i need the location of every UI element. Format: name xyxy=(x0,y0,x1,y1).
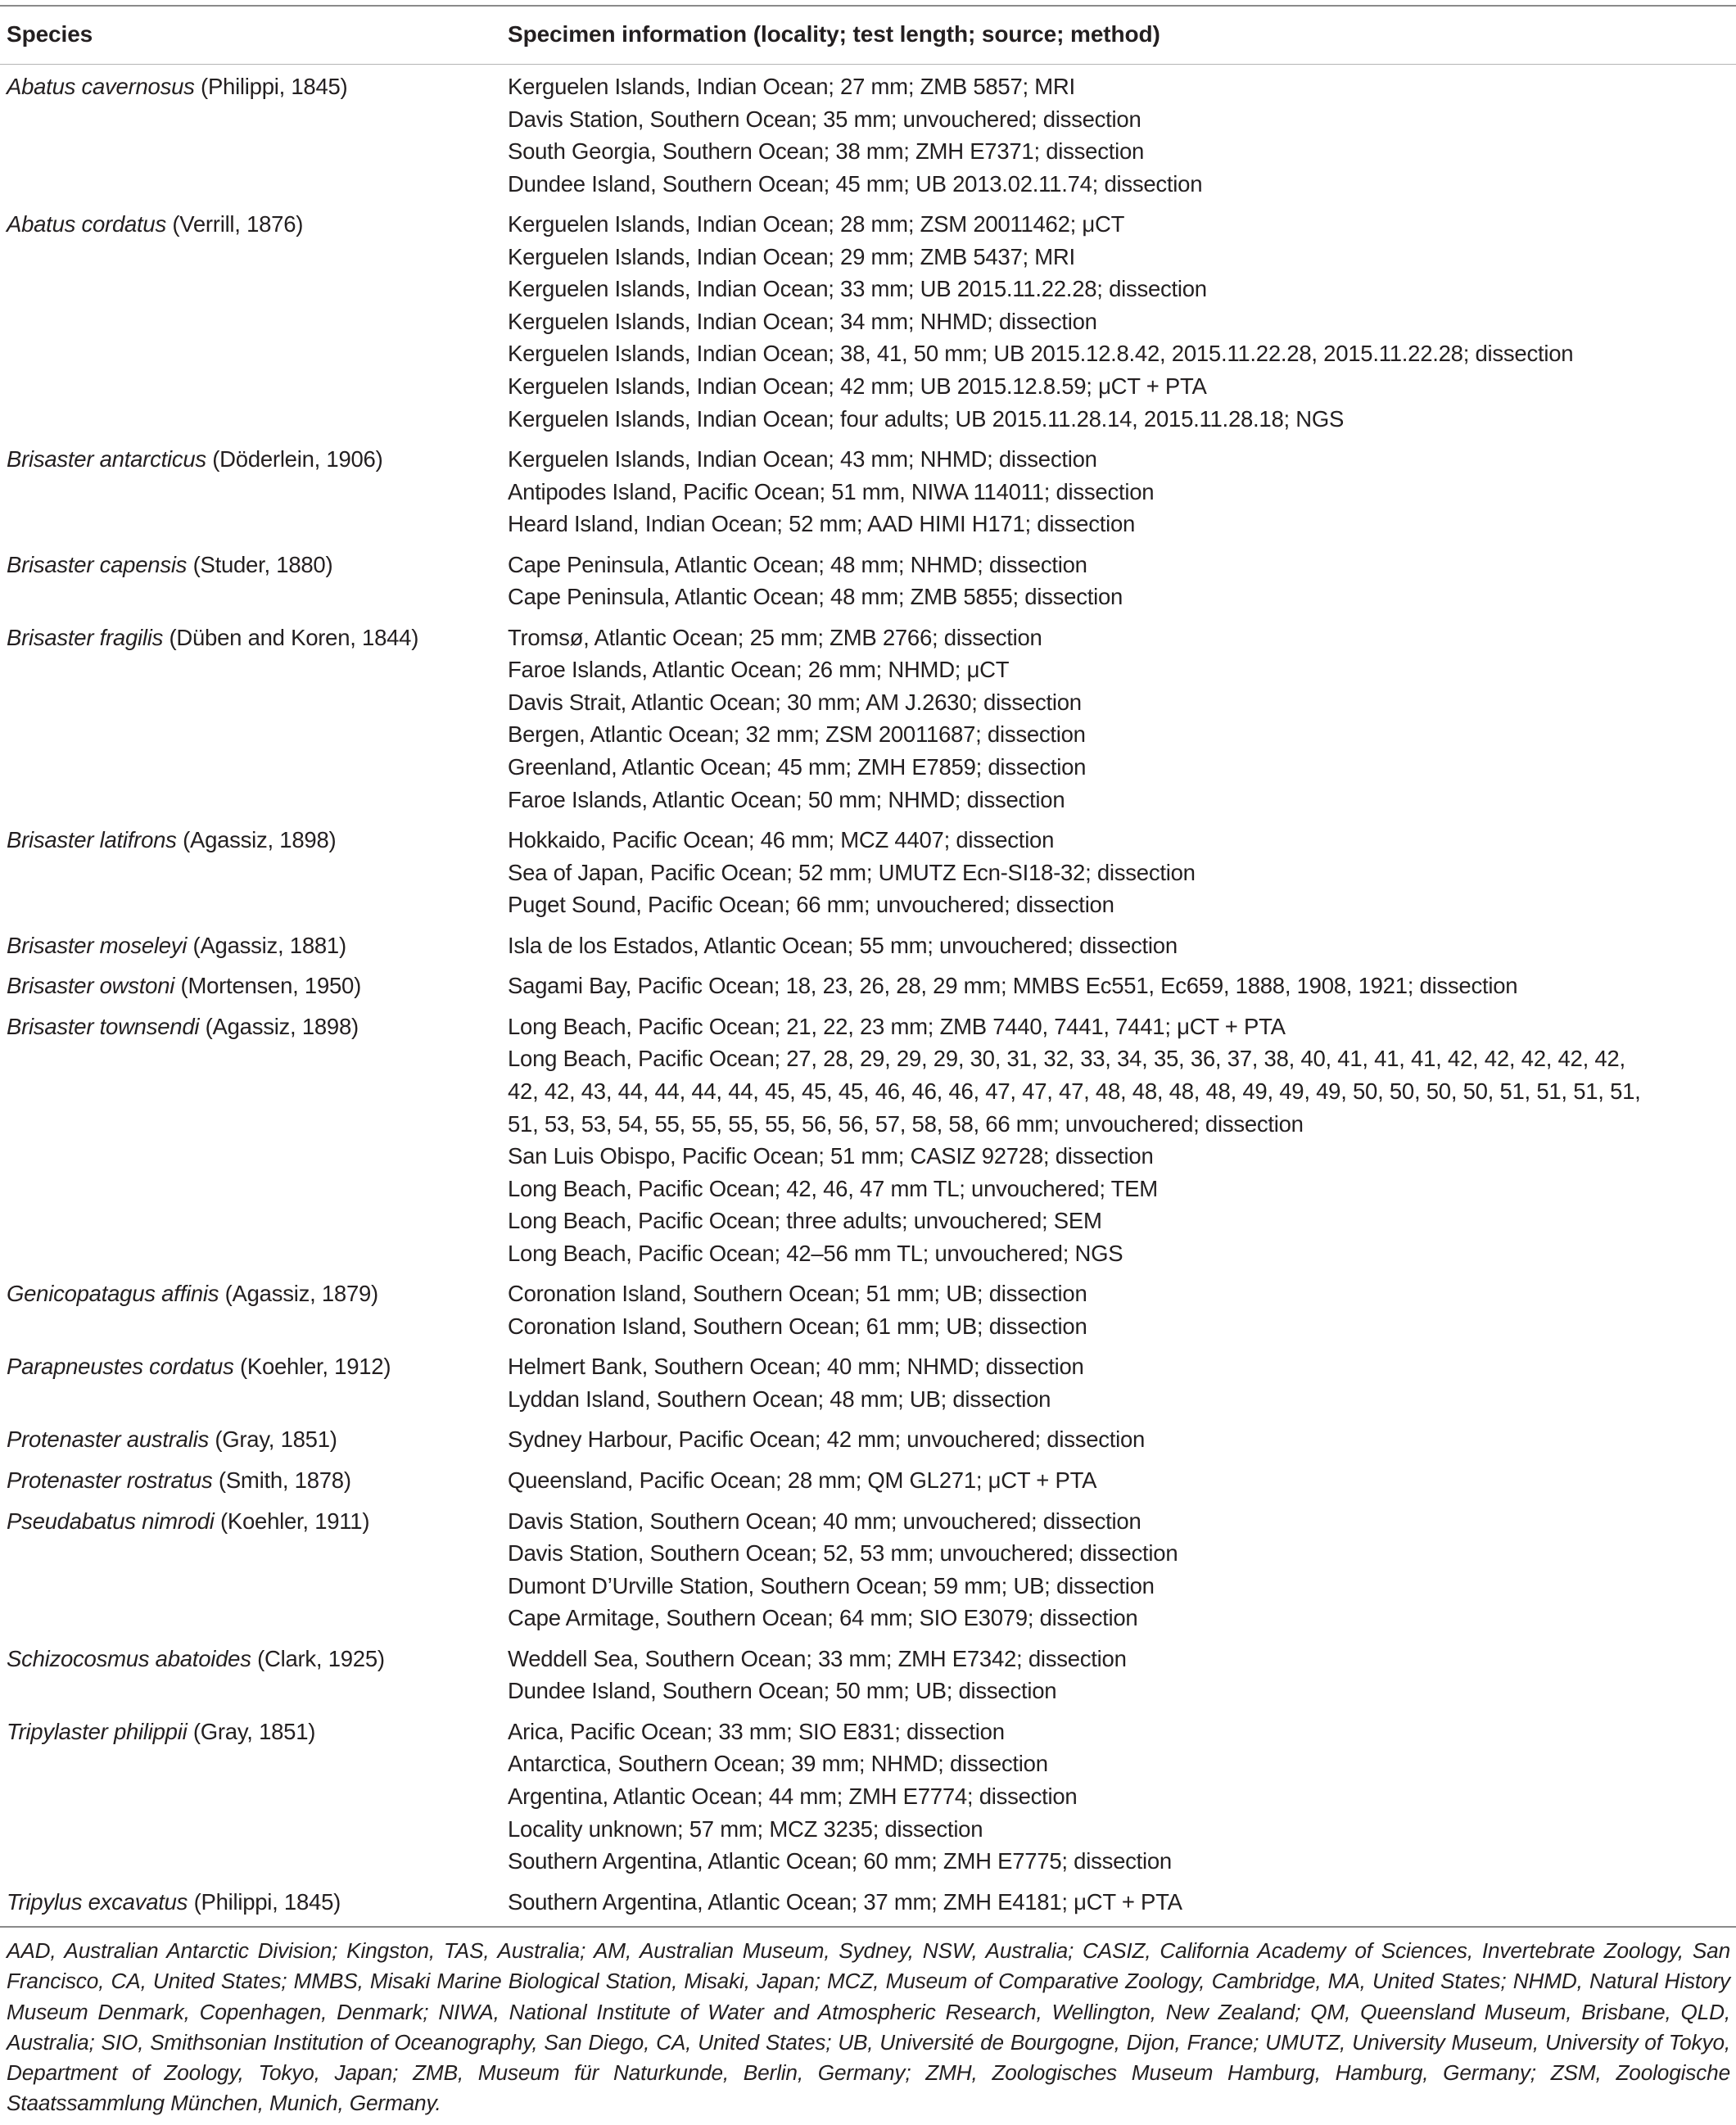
species-authority: (Düben and Koren, 1844) xyxy=(169,624,419,650)
specimen-line: Dundee Island, Southern Ocean; 45 mm; UB 2013.02.11.74; dissection xyxy=(508,170,1203,197)
specimen-line: Tromsø, Atlantic Ocean; 25 mm; ZMB 2766; dissection xyxy=(508,624,1042,650)
specimen-line: Coronation Island, Southern Ocean; 51 mm; UB; dissection xyxy=(508,1281,1087,1307)
specimen-line: Antipodes Island, Pacific Ocean; 51 mm, NIWA 114011; dissection xyxy=(508,478,1155,504)
header-species: Species xyxy=(7,21,93,47)
specimen-line: Argentina, Atlantic Ocean; 44 mm; ZMH E7774; dissection xyxy=(508,1783,1078,1809)
species-authority: (Mortensen, 1950) xyxy=(180,973,361,999)
specimen-line: Kerguelen Islands, Indian Ocean; 42 mm; UB 2015.12.8.59; μCT + PTA xyxy=(508,373,1207,399)
species-authority: (Smith, 1878) xyxy=(218,1467,351,1493)
specimen-line: Kerguelen Islands, Indian Ocean; 29 mm; ZMB 5437; MRI xyxy=(508,243,1075,269)
specimen-line: Long Beach, Pacific Ocean; 42–56 mm TL; unvouchered; NGS xyxy=(508,1240,1123,1266)
specimen-line: Coronation Island, Southern Ocean; 61 mm; UB; dissection xyxy=(508,1313,1087,1339)
species-name: Brisaster moseleyi xyxy=(7,932,188,958)
species-cell xyxy=(7,443,383,476)
species-cell xyxy=(7,1423,337,1456)
species-authority: (Koehler, 1911) xyxy=(220,1508,370,1534)
species-authority: (Philippi, 1845) xyxy=(193,1888,341,1915)
specimen-line: Davis Strait, Atlantic Ocean; 30 mm; AM J.2630; dissection xyxy=(508,689,1082,715)
species-name: Genicopatagus affinis xyxy=(7,1281,219,1307)
species-authority: (Verrill, 1876) xyxy=(172,211,304,237)
species-cell xyxy=(7,70,347,103)
table-top-rule xyxy=(0,5,1736,7)
header-rule xyxy=(0,64,1736,65)
specimen-line: Kerguelen Islands, Indian Ocean; 34 mm; NHMD; dissection xyxy=(508,308,1097,334)
specimen-line: Weddell Sea, Southern Ocean; 33 mm; ZMH E7342; dissection xyxy=(508,1645,1127,1671)
specimen-line: Cape Peninsula, Atlantic Ocean; 48 mm; ZMB 5855; dissection xyxy=(508,584,1123,610)
species-authority: (Agassiz, 1879) xyxy=(224,1281,378,1307)
specimen-line: South Georgia, Southern Ocean; 38 mm; ZMH E7371; dissection xyxy=(508,138,1145,165)
species-name: Parapneustes cordatus xyxy=(7,1354,234,1380)
species-cell xyxy=(7,1643,385,1675)
species-name: Protenaster australis xyxy=(7,1426,209,1453)
species-name: Brisaster fragilis xyxy=(7,624,164,650)
specimen-line: Dumont D’Urville Station, Southern Ocean; 59 mm; UB; dissection xyxy=(508,1572,1155,1598)
species-cell xyxy=(7,929,346,962)
specimen-line: Long Beach, Pacific Ocean; 21, 22, 23 mm; ZMB 7440, 7441, 7441; μCT + PTA xyxy=(508,1013,1286,1039)
specimen-line: 42, 42, 43, 44, 44, 44, 44, 45, 45, 45, 46, 46, 46, 47, 47, 47, 48, 48, 48, 48, 49, 49, 49, 50, 50, 50, 50, 51, 51, 51, 51, xyxy=(508,1078,1641,1104)
species-name: Brisaster capensis xyxy=(7,551,188,577)
species-authority: (Gray, 1851) xyxy=(192,1718,316,1744)
species-cell xyxy=(7,970,361,1002)
specimen-line: Faroe Islands, Atlantic Ocean; 26 mm; NHMD; μCT xyxy=(508,657,1010,683)
specimen-line: Heard Island, Indian Ocean; 52 mm; AAD HIMI H171; dissection xyxy=(508,511,1136,537)
species-cell xyxy=(7,208,303,241)
species-cell xyxy=(7,1011,359,1043)
specimen-line: Greenland, Atlantic Ocean; 45 mm; ZMH E7859; dissection xyxy=(508,754,1087,780)
species-name: Abatus cordatus xyxy=(7,211,166,237)
species-authority: (Agassiz, 1898) xyxy=(205,1013,359,1039)
specimen-line: Sagami Bay, Pacific Ocean; 18, 23, 26, 28, 29 mm; MMBS Ec551, Ec659, 1888, 1908, 1921; dissection xyxy=(508,973,1518,999)
specimen-line: Cape Armitage, Southern Ocean; 64 mm; SIO E3079; dissection xyxy=(508,1605,1138,1631)
species-cell xyxy=(7,622,418,654)
species-cell xyxy=(7,1350,391,1383)
species-authority: (Döderlein, 1906) xyxy=(212,446,383,472)
species-cell xyxy=(7,1464,351,1497)
species-name: Brisaster latifrons xyxy=(7,827,177,853)
table-footnote: AAD, Australian Antarctic Division; Kingston, TAS, Australia; AM, Australian Museum, Sydney, NSW, Australia; CASIZ, California Academy of Sciences, Invertebrate Zoology, San Francisco, CA, United States; MMBS, Misaki Marine Biological Station, Misaki, Japan; MCZ, Museum of Comparative Zoology, Cambridge, MA, United States; NHMD, Natural History Museum Denmark, Copenhagen, Denmark; NIWA, National Institute of Water and Atmospheric Research, Wellington, New Zealand; QM, Queensland Museum, Brisbane, QLD, Australia; SIO, Smithsonian Institution of Oceanography, San Diego, CA, United States; UB, Université de Bourgogne, Dijon, France; UMUTZ, University Museum, University of Tokyo, Department of Zoology, Tokyo, Japan; ZMB, Museum für Naturkunde, Berlin, Germany; ZMH, Zoologisches Museum Hamburg, Hamburg, Germany; ZSM, Zoologische Staatssammlung München, Munich, Germany. xyxy=(7,1938,1730,2116)
species-cell xyxy=(7,1886,341,1919)
species-cell xyxy=(7,1716,315,1748)
specimen-line: Cape Peninsula, Atlantic Ocean; 48 mm; NHMD; dissection xyxy=(508,551,1087,577)
specimen-line: Isla de los Estados, Atlantic Ocean; 55 mm; unvouchered; dissection xyxy=(508,932,1178,958)
species-authority: (Clark, 1925) xyxy=(257,1645,385,1671)
specimen-line: Arica, Pacific Ocean; 33 mm; SIO E831; dissection xyxy=(508,1718,1005,1744)
specimen-line: Long Beach, Pacific Ocean; three adults; unvouchered; SEM xyxy=(508,1208,1102,1234)
species-cell xyxy=(7,1505,369,1538)
specimen-line: 51, 53, 53, 54, 55, 55, 55, 55, 56, 56, 57, 58, 58, 66 mm; unvouchered; dissection xyxy=(508,1110,1304,1137)
specimen-line: Bergen, Atlantic Ocean; 32 mm; ZSM 20011687; dissection xyxy=(508,721,1086,748)
species-authority: (Agassiz, 1898) xyxy=(183,827,337,853)
specimen-line: Long Beach, Pacific Ocean; 42, 46, 47 mm TL; unvouchered; TEM xyxy=(508,1175,1158,1201)
species-cell xyxy=(7,549,332,581)
specimen-line: Kerguelen Islands, Indian Ocean; 38, 41, 50 mm; UB 2015.12.8.42, 2015.11.22.28, 2015.11.22.28; dissection xyxy=(508,341,1574,367)
specimen-line: Davis Station, Southern Ocean; 40 mm; unvouchered; dissection xyxy=(508,1508,1142,1534)
specimen-line: Kerguelen Islands, Indian Ocean; 33 mm; UB 2015.11.22.28; dissection xyxy=(508,276,1207,302)
species-name: Tripylus excavatus xyxy=(7,1888,188,1915)
specimen-line: Sydney Harbour, Pacific Ocean; 42 mm; unvouchered; dissection xyxy=(508,1426,1146,1453)
species-authority: (Gray, 1851) xyxy=(215,1426,337,1453)
species-authority: (Studer, 1880) xyxy=(192,551,333,577)
specimen-line: Davis Station, Southern Ocean; 52, 53 mm; unvouchered; dissection xyxy=(508,1540,1178,1567)
specimen-line: Kerguelen Islands, Indian Ocean; 28 mm; ZSM 20011462; μCT xyxy=(508,211,1125,237)
species-name: Tripylaster philippii xyxy=(7,1718,188,1744)
specimen-line: Southern Argentina, Atlantic Ocean; 60 mm; ZMH E7775; dissection xyxy=(508,1848,1172,1874)
species-authority: (Agassiz, 1881) xyxy=(192,932,346,958)
specimen-line: Locality unknown; 57 mm; MCZ 3235; dissection xyxy=(508,1815,983,1842)
species-name: Protenaster rostratus xyxy=(7,1467,213,1493)
table-bottom-rule xyxy=(0,1926,1736,1928)
specimen-line: Kerguelen Islands, Indian Ocean; four adults; UB 2015.11.28.14, 2015.11.28.18; NGS xyxy=(508,405,1345,432)
species-name: Schizocosmus abatoides xyxy=(7,1645,251,1671)
specimen-line: Davis Station, Southern Ocean; 35 mm; unvouchered; dissection xyxy=(508,106,1142,132)
species-authority: (Koehler, 1912) xyxy=(239,1354,391,1380)
specimen-line: Antarctica, Southern Ocean; 39 mm; NHMD; dissection xyxy=(508,1751,1048,1777)
species-name: Brisaster antarcticus xyxy=(7,446,206,472)
specimen-line: Lyddan Island, Southern Ocean; 48 mm; UB; dissection xyxy=(508,1386,1051,1412)
specimen-line: Southern Argentina, Atlantic Ocean; 37 mm; ZMH E4181; μCT + PTA xyxy=(508,1888,1182,1915)
header-specimen-info: Specimen information (locality; test length; source; method) xyxy=(508,21,1160,47)
specimen-line: Hokkaido, Pacific Ocean; 46 mm; MCZ 4407; dissection xyxy=(508,827,1055,853)
species-authority: (Philippi, 1845) xyxy=(201,74,348,99)
specimen-line: Queensland, Pacific Ocean; 28 mm; QM GL271; μCT + PTA xyxy=(508,1467,1097,1493)
species-name: Brisaster townsendi xyxy=(7,1013,200,1039)
species-name: Pseudabatus nimrodi xyxy=(7,1508,215,1534)
species-name: Brisaster owstoni xyxy=(7,973,175,999)
specimen-line: Faroe Islands, Atlantic Ocean; 50 mm; NHMD; dissection xyxy=(508,786,1065,812)
specimen-line: Dundee Island, Southern Ocean; 50 mm; UB; dissection xyxy=(508,1678,1057,1704)
species-cell xyxy=(7,1277,378,1310)
species-name: Abatus cavernosus xyxy=(7,74,195,99)
specimen-line: Long Beach, Pacific Ocean; 27, 28, 29, 29, 29, 30, 31, 32, 33, 34, 35, 36, 37, 38, 40, 41, 41, 41, 42, 42, 42, 42, 42, xyxy=(508,1046,1625,1072)
specimen-line: Kerguelen Islands, Indian Ocean; 43 mm; NHMD; dissection xyxy=(508,446,1097,472)
specimen-line: Helmert Bank, Southern Ocean; 40 mm; NHMD; dissection xyxy=(508,1354,1084,1380)
specimen-line: Kerguelen Islands, Indian Ocean; 27 mm; ZMB 5857; MRI xyxy=(508,74,1075,99)
species-cell xyxy=(7,824,336,857)
specimen-line: San Luis Obispo, Pacific Ocean; 51 mm; CASIZ 92728; dissection xyxy=(508,1143,1154,1169)
specimen-line: Sea of Japan, Pacific Ocean; 52 mm; UMUTZ Ecn-SI18-32; dissection xyxy=(508,859,1196,885)
specimen-line: Puget Sound, Pacific Ocean; 66 mm; unvouchered; dissection xyxy=(508,892,1114,918)
